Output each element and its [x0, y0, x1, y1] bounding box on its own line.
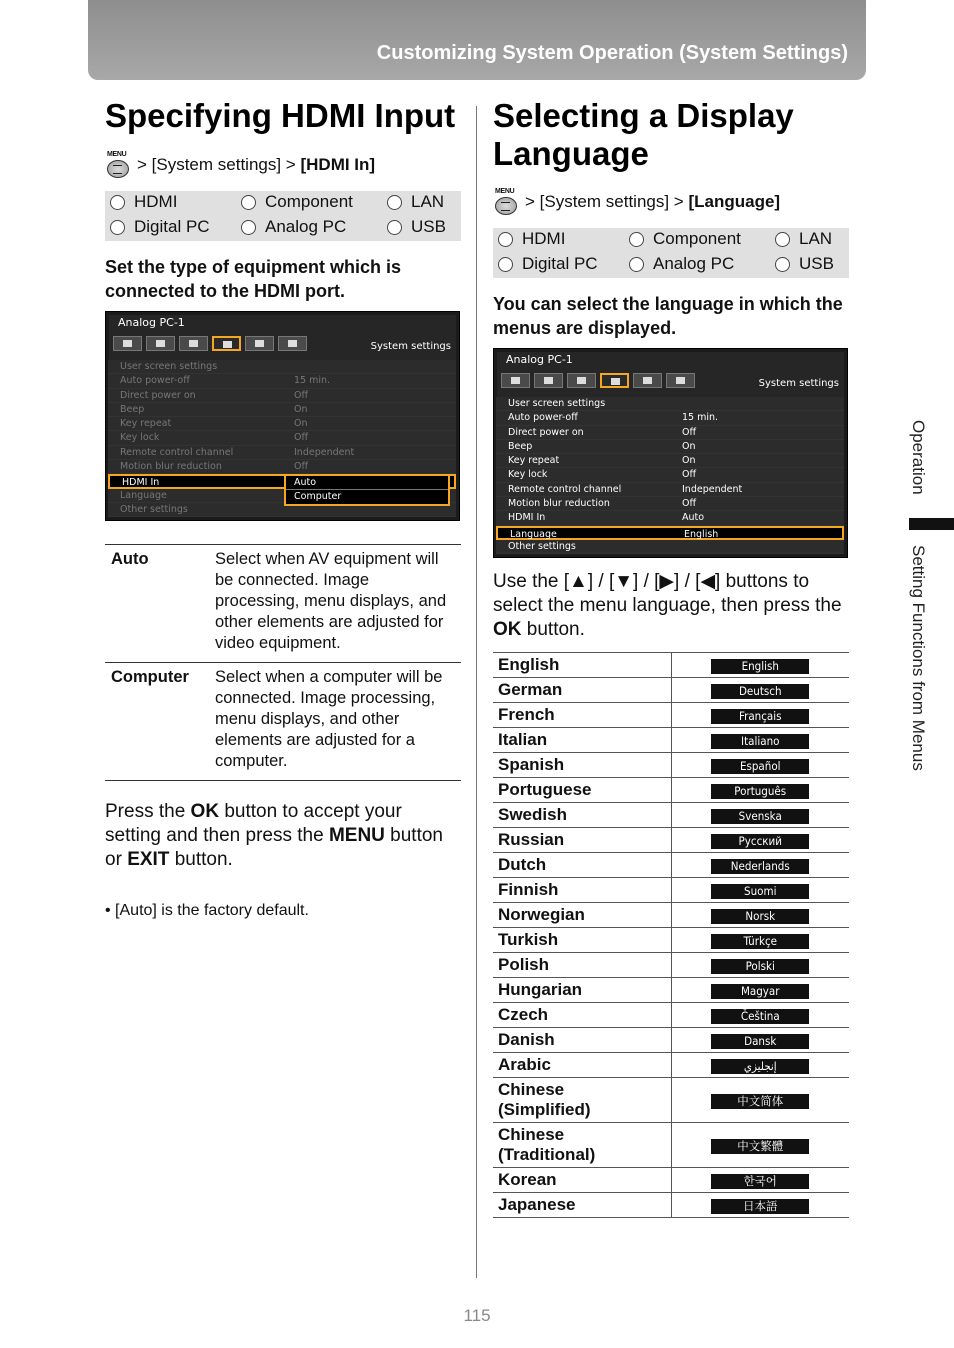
language-name: German	[498, 680, 563, 699]
radio-circle-icon	[629, 257, 644, 272]
radio-circle-icon	[629, 232, 644, 247]
language-row	[493, 928, 849, 953]
language-name: Arabic	[498, 1055, 551, 1074]
onscreen-language-label: English	[711, 659, 809, 674]
language-row	[493, 1003, 849, 1028]
side-tab-marker	[909, 518, 954, 530]
onscreen-language-label: 한국어	[711, 1174, 809, 1189]
osd-screenshot-hdmi	[105, 311, 460, 521]
osd-tab-icon	[179, 336, 208, 351]
osd-title: Analog PC-1	[118, 316, 185, 329]
chapter-header-bar	[88, 0, 866, 80]
language-row	[493, 1078, 849, 1123]
osd-tab-icon	[278, 336, 307, 351]
osd-tab-icon	[146, 336, 175, 351]
osd-screenshot-language	[493, 348, 848, 558]
onscreen-language-label: 中文繁體	[711, 1139, 809, 1154]
onscreen-language-label: Čeština	[711, 1009, 809, 1024]
onscreen-language-label: 日本語	[711, 1199, 809, 1214]
language-name: Turkish	[498, 930, 559, 949]
language-row	[493, 828, 849, 853]
onscreen-language-label: Norsk	[711, 909, 809, 924]
language-row	[493, 703, 849, 728]
language-name: Finnish	[498, 880, 559, 899]
input-option: Component	[629, 229, 741, 249]
input-option: HDMI	[498, 229, 565, 249]
input-option: Analog PC	[629, 254, 734, 274]
onscreen-language-label: Türkçe	[711, 934, 809, 949]
menu-button-icon: MENU	[493, 188, 519, 216]
osd-rows: User screen settings Auto power-off 15 min. Direct power on Off Beep On Key repeat On Key lock Off Remote control channel Independent Motion blur reduction Off HDMI In Language Other settings	[108, 360, 456, 517]
language-row	[493, 853, 849, 878]
menu-path-language: MENU > [System settings] > [Language]	[493, 188, 780, 216]
onscreen-language-label: Italiano	[711, 734, 809, 749]
language-row	[493, 1193, 849, 1218]
osd-system-label: System settings	[370, 341, 451, 352]
radio-circle-icon	[241, 220, 256, 235]
language-name: Korean	[498, 1170, 557, 1189]
use-buttons-instructions: Use the [▲] / [▼] / [▶] / [◀] buttons to select the menu language, then press the OK button.	[493, 571, 842, 640]
language-name: Spanish	[498, 755, 565, 774]
language-name: Japanese	[498, 1195, 576, 1214]
onscreen-language-label: Español	[711, 759, 809, 774]
language-row	[493, 753, 849, 778]
language-row	[493, 978, 849, 1003]
onscreen-language-label: Magyar	[711, 984, 809, 999]
radio-circle-icon	[498, 232, 513, 247]
osd-rows: User screen settings Auto power-off 15 min. Direct power on Off Beep On Key repeat On Key lock Off Remote control channel Independent Motion blur reduction Off HDMI In Auto Language English Other settings	[496, 397, 844, 554]
language-name: Chinese (Traditional)	[498, 1125, 596, 1164]
osd-title: Analog PC-1	[506, 353, 573, 366]
input-applicability-box	[493, 228, 849, 278]
radio-circle-icon	[498, 257, 513, 272]
side-label-operation: Operation	[909, 420, 928, 495]
onscreen-language-label: Français	[711, 709, 809, 724]
osd-tab-icon	[245, 336, 274, 351]
language-name: Swedish	[498, 805, 567, 824]
input-option: USB	[387, 217, 446, 237]
radio-circle-icon	[110, 220, 125, 235]
language-row	[493, 878, 849, 903]
language-name: Chinese (Simplified)	[498, 1080, 591, 1119]
input-option: Analog PC	[241, 217, 346, 237]
radio-circle-icon	[110, 195, 125, 210]
input-applicability-box	[105, 191, 461, 241]
osd-tab-icon	[501, 373, 530, 388]
input-option: LAN	[387, 192, 444, 212]
language-name: French	[498, 705, 555, 724]
menu-button-icon: MENU	[105, 151, 131, 179]
onscreen-language-label: Svenska	[711, 809, 809, 824]
language-row	[493, 728, 849, 753]
chapter-title: Customizing System Operation (System Settings)	[376, 42, 848, 64]
language-name: Danish	[498, 1030, 555, 1049]
osd-tab-icon	[633, 373, 662, 388]
page-number: 115	[463, 1306, 491, 1325]
language-name: Dutch	[498, 855, 547, 874]
radio-circle-icon	[387, 195, 402, 210]
language-row	[493, 1028, 849, 1053]
input-option: Digital PC	[498, 254, 598, 274]
language-row	[493, 903, 849, 928]
language-name: Norwegian	[498, 905, 585, 924]
osd-tab-icon	[212, 336, 241, 351]
language-row	[493, 653, 849, 678]
input-option: USB	[775, 254, 834, 274]
onscreen-language-label: Русский	[711, 834, 809, 849]
language-name: Czech	[498, 1005, 549, 1024]
language-table	[493, 652, 849, 1218]
language-row	[493, 678, 849, 703]
hdmi-option-table	[105, 544, 461, 781]
table-row: Computer Select when a computer will be connected. Image processing, menu displays, and other elements are adjusted for a computer.	[105, 663, 461, 781]
language-row	[493, 953, 849, 978]
onscreen-language-label: Polski	[711, 959, 809, 974]
osd-tab-icon	[113, 336, 142, 351]
input-option: Digital PC	[110, 217, 210, 237]
language-name: Portuguese	[498, 780, 592, 799]
onscreen-language-label: 中文简体	[711, 1094, 809, 1109]
language-name: Hungarian	[498, 980, 583, 999]
osd-dropdown: Auto Computer	[284, 474, 450, 506]
language-name: English	[498, 655, 560, 674]
lead-text-hdmi: Set the type of equipment which is connected to the HDMI port.	[105, 257, 402, 301]
osd-tabs	[501, 373, 695, 388]
language-name: Russian	[498, 830, 565, 849]
onscreen-language-label: Dansk	[711, 1034, 809, 1049]
radio-circle-icon	[241, 195, 256, 210]
section-heading-hdmi: Specifying HDMI Input	[105, 97, 456, 134]
column-divider	[476, 106, 477, 1278]
section-heading-language: Selecting a Display Language	[493, 97, 794, 172]
lead-text-language: You can select the language in which the menus are displayed.	[493, 294, 843, 338]
osd-tab-icon	[666, 373, 695, 388]
language-name: Italian	[498, 730, 548, 749]
onscreen-language-label: Nederlands	[711, 859, 809, 874]
input-option: LAN	[775, 229, 832, 249]
radio-circle-icon	[387, 220, 402, 235]
language-row	[493, 1168, 849, 1193]
onscreen-language-label: إنجليزي	[711, 1059, 809, 1074]
factory-default-note: • [Auto] is the factory default.	[105, 902, 309, 919]
osd-tab-icon	[534, 373, 563, 388]
input-option: HDMI	[110, 192, 177, 212]
menu-path-hdmi: MENU > [System settings] > [HDMI In]	[105, 151, 375, 179]
press-ok-instructions: Press the OK button to accept your setting and then press the MENU button or EXIT button.	[105, 801, 443, 870]
language-name: Polish	[498, 955, 550, 974]
language-row	[493, 803, 849, 828]
language-row	[493, 778, 849, 803]
table-row: Auto Select when AV equipment will be connected. Image processing, menu displays, and other elements are adjusted for video equipment.	[105, 545, 461, 663]
language-row	[493, 1053, 849, 1078]
onscreen-language-label: Suomi	[711, 884, 809, 899]
onscreen-language-label: Português	[711, 784, 809, 799]
osd-tab-icon	[600, 373, 629, 388]
osd-tabs	[113, 336, 307, 351]
input-option: Component	[241, 192, 353, 212]
side-label-section: Setting Functions from Menus	[909, 545, 928, 771]
radio-circle-icon	[775, 232, 790, 247]
radio-circle-icon	[775, 257, 790, 272]
onscreen-language-label: Deutsch	[711, 684, 809, 699]
osd-system-label: System settings	[758, 378, 839, 389]
language-row	[493, 1123, 849, 1168]
osd-tab-icon	[567, 373, 596, 388]
